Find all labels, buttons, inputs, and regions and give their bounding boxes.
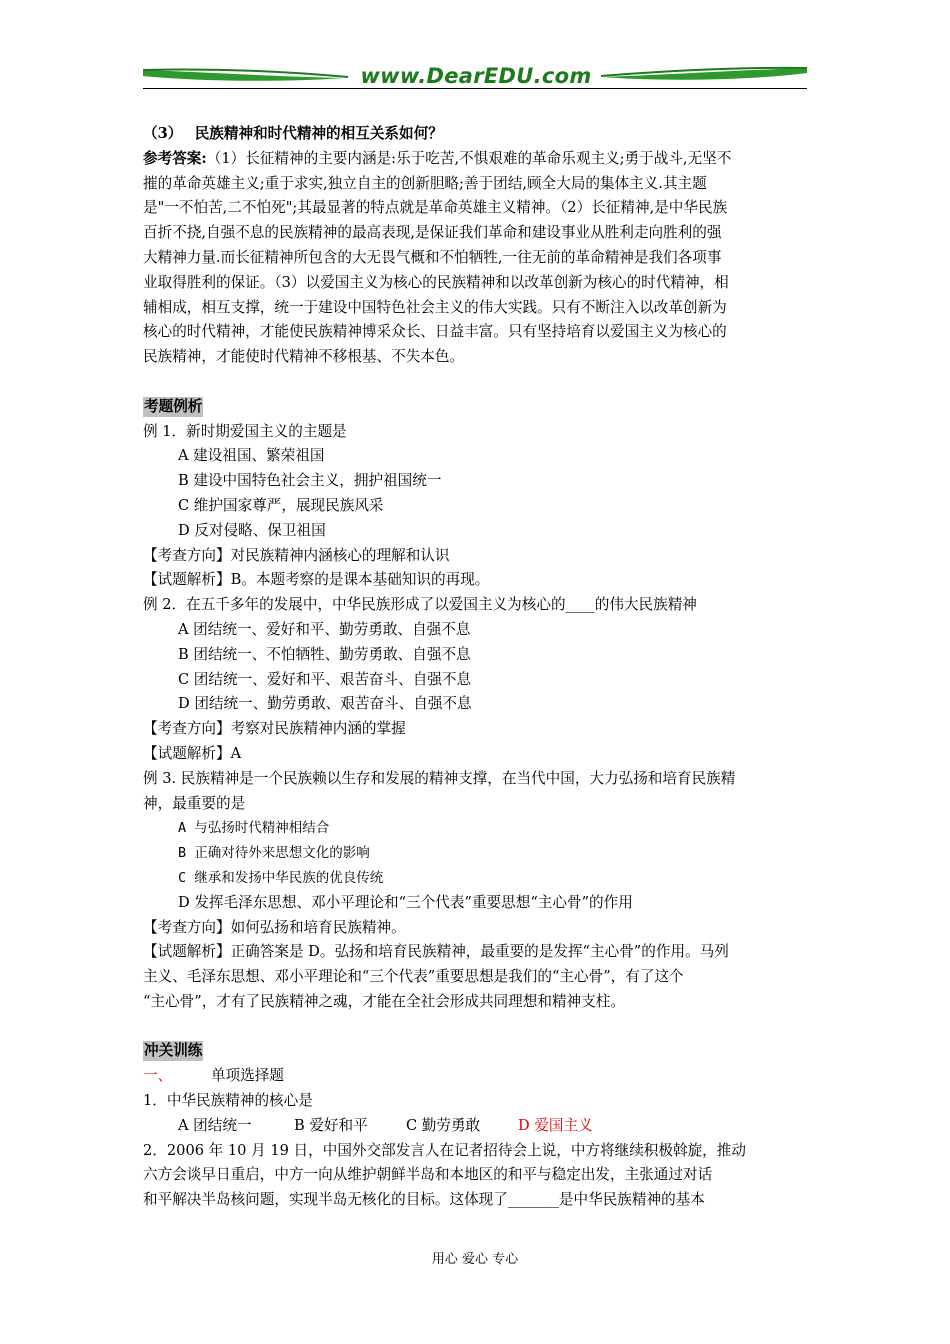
answer-line: 业取得胜利的保证。（3）以爱国主义为核心的民族精神和以改革创新为核心的时代精神，相 [143, 273, 729, 291]
answer-line: 百折不挠,自强不息的民族精神的最高表现,是保证我们革命和建设事业从胜利走向胜利的强 [143, 224, 722, 242]
answer-line: 辅相成，相互支撑，统一于建设中国特色社会主义的伟大实践。只有不断注入以改革创新为 [143, 298, 727, 316]
example-3-direction: 【考查方向】如何弘扬和培育民族精神。 [143, 918, 406, 936]
training-q1-stem: 1．中华民族精神的核心是 [143, 1092, 313, 1110]
answer-line: 核心的时代精神，才能使民族精神博采众长、日益丰富。只有坚持培育以爱国主义为核心的 [143, 323, 727, 341]
example-2-option: A 团结统一、爱好和平、勤劳勇敢、自强不息 [178, 620, 471, 638]
training-q2-line: 六方会谈早日重启，中方一向从维护朝鲜半岛和本地区的和平与稳定出发，主张通过对话 [143, 1166, 713, 1184]
training-heading: 冲关训练 [144, 1042, 203, 1060]
training-subsection [143, 1064, 811, 1089]
examples-heading: 考题例析 [144, 397, 203, 415]
answer-line: 民族精神，才能使时代精神不移根基、不失本色。 [143, 348, 465, 366]
training-q1-option-b: B 爱好和平 [294, 1116, 368, 1134]
examples-heading-row [143, 395, 811, 420]
example-3-option: B 正确对待外来思想文化的影响 [178, 845, 370, 862]
example-2-option: C 团结统一、爱好和平、艰苦奋斗、自强不息 [178, 670, 472, 688]
example-2-option: B 团结统一、不怕牺牲、勤劳勇敢、自强不息 [178, 645, 471, 663]
answer-line-1 [143, 147, 811, 172]
example-3-option: A 与弘扬时代精神相结合 [178, 820, 330, 837]
example-3-analysis: 主义、毛泽东思想、邓小平理论和“三个代表”重要思想是我们的“主心骨”，有了这个 [143, 968, 684, 986]
training-heading-row [143, 1039, 811, 1064]
answer-text: （1）长征精神的主要内涵是:乐于吃苦,不惧艰难的革命乐观主义;勇于战斗,无坚不 [206, 149, 732, 167]
example-1-option: D 反对侵略、保卫祖国 [178, 521, 326, 539]
example-3-analysis: “主心骨”，才有了民族精神之魂，才能在全社会形成共同理想和精神支柱。 [143, 992, 625, 1010]
answer-line: 是"一不怕苦,二不怕死";其最显著的特点就是革命英雄主义精神。（2）长征精神,是中华民族 [143, 199, 728, 217]
document-body [143, 122, 811, 1213]
example-2-option: D 团结统一、勤劳勇敢、艰苦奋斗、自强不息 [178, 695, 472, 713]
question-3-title: （3） 民族精神和时代精神的相互关系如何？ [143, 125, 443, 142]
training-q1-option-d: D 爱国主义 [518, 1116, 593, 1134]
example-2-analysis: 【试题解析】A [143, 744, 242, 762]
training-q2-line: 和平解决半岛核问题，实现半岛无核化的目标。这体现了_______是中华民族精神的基本 [143, 1191, 705, 1209]
training-subsection-number: 一、 [143, 1067, 173, 1085]
answer-line: 大精神力量.而长征精神所包含的大无畏气概和不怕牺牲,一往无前的革命精神是我们各项事 [143, 248, 722, 266]
training-q1-option-a: A 团结统一 [178, 1116, 252, 1134]
example-3-option: C 继承和发扬中华民族的优良传统 [178, 869, 384, 886]
example-1-stem: 例 1．新时期爱国主义的主题是 [143, 422, 347, 440]
training-subsection-title: 单项选择题 [211, 1067, 284, 1085]
example-1-direction: 【考查方向】对民族精神内涵核心的理解和认识 [143, 546, 450, 564]
example-3-stem: 例 3. 民族精神是一个民族赖以生存和发展的精神支撑，在当代中国，大力弘扬和培育民族精 [143, 769, 736, 787]
example-3-option: D 发挥毛泽东思想、邓小平理论和“三个代表”重要思想“主心骨”的作用 [178, 893, 633, 911]
page-footer: 用心 爱心 专心 [431, 1252, 519, 1267]
example-3-stem: 神，最重要的是 [143, 794, 246, 812]
training-q1-options [143, 1114, 811, 1139]
example-1-option: C 维护国家尊严，展现民族风采 [178, 496, 384, 514]
example-2-direction: 【考查方向】考察对民族精神内涵的掌握 [143, 720, 406, 738]
example-1-analysis: 【试题解析】B。本题考察的是课本基础知识的再现。 [143, 571, 490, 589]
example-1-option: A 建设祖国、繁荣祖国 [178, 447, 325, 465]
site-logo-text: www.DearEDU.com [360, 64, 592, 88]
answer-line: 摧的革命英雄主义;重于求实,独立自主的创新胆略;善于团结,顾全大局的集体主义.其主题 [143, 174, 707, 192]
training-q2-line: 2．2006 年 10 月 19 日，中国外交部发言人在记者招待会上说，中方将继续积极斡旋，推动 [143, 1141, 746, 1159]
example-2-stem: 例 2．在五千多年的发展中，中华民族形成了以爱国主义为核心的____的伟大民族精神 [143, 596, 697, 614]
example-1-option: B 建设中国特色社会主义，拥护祖国统一 [178, 472, 442, 490]
example-3-analysis: 【试题解析】正确答案是 D。弘扬和培育民族精神，最重要的是发挥“主心骨”的作用。马列 [143, 943, 729, 961]
header-rule [143, 88, 807, 89]
answer-label: 参考答案: [143, 149, 207, 167]
training-q1-option-c: C 勤劳勇敢 [406, 1116, 481, 1134]
